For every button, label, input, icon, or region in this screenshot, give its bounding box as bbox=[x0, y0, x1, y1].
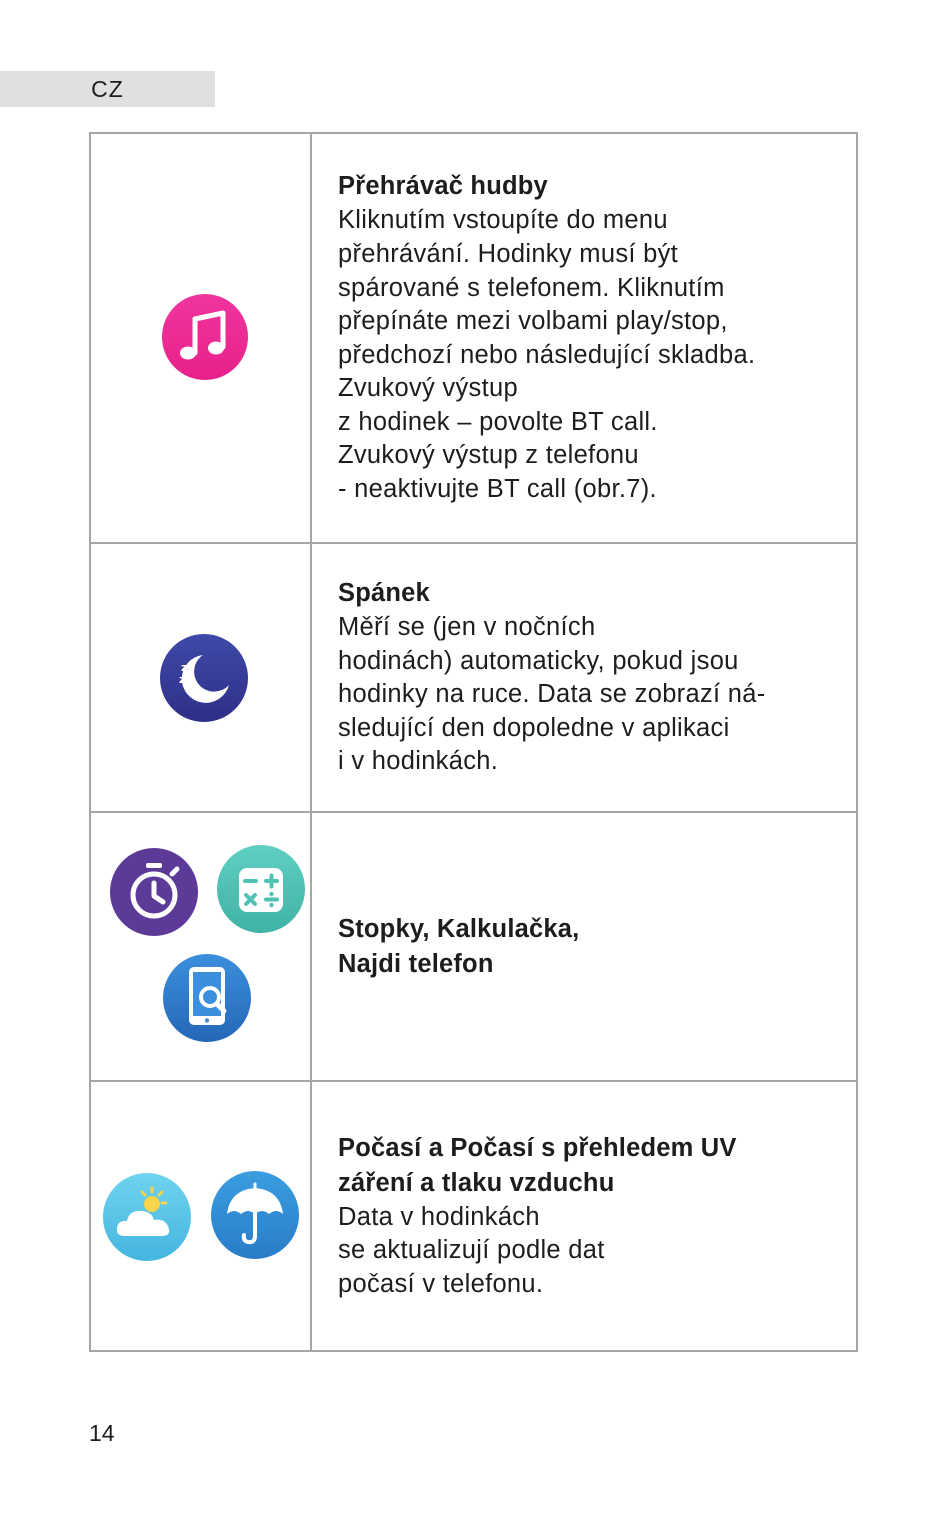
svg-text:z: z bbox=[179, 672, 186, 686]
feature-description: Měří se (jen v nočních hodinách) automaticky, pokud jsou hodinky na ruce. Data se zobrazí ná- sledující den dopoledne v aplikaci i v hodinkách. bbox=[338, 613, 766, 776]
text-cell bbox=[311, 543, 857, 812]
icon-cell bbox=[90, 543, 311, 812]
language-tab: CZ bbox=[0, 71, 215, 107]
text-cell bbox=[311, 133, 857, 543]
icon-cell bbox=[90, 1081, 311, 1351]
feature-title: Počasí a Počasí s přehledem UV záření a tlaku vzduchu bbox=[338, 1133, 737, 1197]
table-row bbox=[90, 543, 857, 812]
page-number: 14 bbox=[89, 1420, 115, 1446]
feature-table bbox=[89, 132, 858, 1352]
feature-description: Kliknutím vstoupíte do menu přehrávání. Hodinky musí být spárované s telefonem. Kliknutím přepínáte mezi volbami play/stop, předchozí nebo následující skladba. Zvukový výstup z hodinek – povolte BT call. Zvukový výstup z telefonu - neaktivujte BT call (obr.7). bbox=[338, 206, 756, 504]
feature-title: Spánek bbox=[338, 579, 430, 608]
find-phone-icon bbox=[162, 953, 252, 1043]
table-row bbox=[90, 133, 857, 543]
calculator-icon bbox=[216, 844, 306, 934]
icon-cell bbox=[90, 812, 311, 1081]
feature-title: Přehrávač hudby bbox=[338, 172, 548, 201]
table-row bbox=[90, 1081, 857, 1351]
text-cell bbox=[311, 1081, 857, 1351]
svg-text:z: z bbox=[181, 660, 188, 674]
music-note-icon bbox=[161, 293, 249, 381]
feature-description: Data v hodinkách se aktualizují podle dat počasí v telefonu. bbox=[338, 1202, 605, 1298]
icon-cell bbox=[90, 133, 311, 543]
sleep-moon-icon bbox=[159, 633, 249, 723]
umbrella-icon bbox=[210, 1170, 300, 1260]
weather-cloud-sun-icon bbox=[102, 1172, 192, 1262]
table-row bbox=[90, 812, 857, 1081]
text-cell bbox=[311, 812, 857, 1081]
feature-title: Stopky, Kalkulačka, Najdi telefon bbox=[338, 914, 580, 978]
stopwatch-icon bbox=[109, 847, 199, 937]
